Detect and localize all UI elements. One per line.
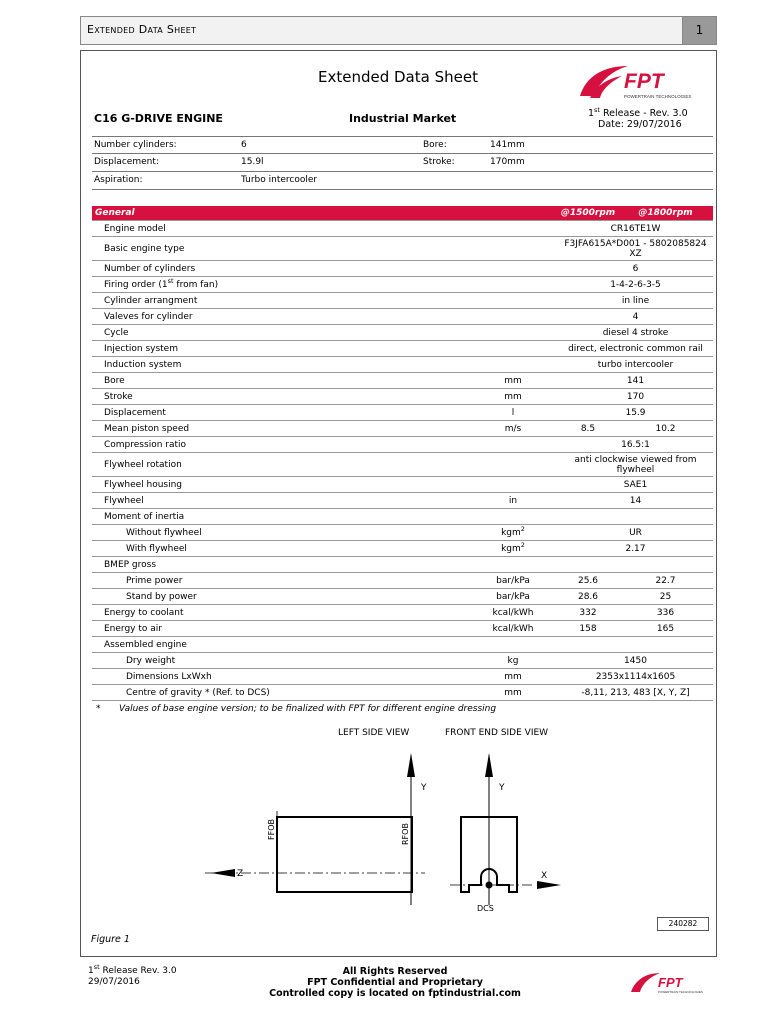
table-row bbox=[92, 477, 713, 493]
row-label-text: Energy to coolant bbox=[104, 607, 184, 618]
row-unit-text: mm bbox=[504, 671, 522, 682]
spec-table bbox=[92, 206, 713, 701]
table-row bbox=[92, 669, 713, 685]
row-value: 6 bbox=[558, 261, 713, 277]
release-date: Date: 29/07/2016 bbox=[598, 119, 682, 130]
row-label-text: Basic engine type bbox=[104, 243, 185, 254]
row-value-1500: 25.6 bbox=[558, 573, 618, 589]
row-value-1800: 22.7 bbox=[618, 573, 713, 589]
row-value-1500: 332 bbox=[558, 605, 618, 621]
row-label bbox=[92, 389, 468, 405]
table-row bbox=[92, 221, 713, 237]
z-arrow bbox=[211, 869, 235, 877]
page-number: 1 bbox=[682, 17, 716, 44]
table-row bbox=[92, 357, 713, 373]
engine-name: C16 G-DRIVE ENGINE bbox=[94, 112, 223, 125]
row-unit bbox=[468, 405, 558, 421]
table-row bbox=[92, 325, 713, 341]
row-value: SAE1 bbox=[558, 477, 713, 493]
row-value: 170 bbox=[558, 389, 713, 405]
row-label-sup: st bbox=[167, 276, 174, 285]
row-value: 4 bbox=[558, 309, 713, 325]
table-row bbox=[92, 437, 713, 453]
row-unit-text: in bbox=[508, 495, 518, 506]
row-label bbox=[92, 325, 468, 341]
row-label-text: Number of cylinders bbox=[104, 263, 196, 274]
front-y-label: Y bbox=[499, 783, 505, 793]
row-label-text: Engine model bbox=[104, 223, 166, 234]
row-label bbox=[92, 653, 468, 669]
release-number: 1 bbox=[588, 108, 595, 119]
row-label bbox=[92, 293, 468, 309]
row-label bbox=[92, 605, 468, 621]
table-row bbox=[92, 685, 713, 701]
row-value: turbo intercooler bbox=[558, 357, 713, 373]
z-label: Z bbox=[237, 869, 244, 879]
row-unit bbox=[468, 389, 558, 405]
ffob-label: FFOB bbox=[267, 819, 276, 840]
front-y-arrow bbox=[485, 753, 493, 777]
row-value-1500: 158 bbox=[558, 621, 618, 637]
document-header-bar bbox=[80, 16, 717, 45]
x-arrow bbox=[537, 881, 561, 889]
row-value: anti clockwise viewed from flywheel bbox=[558, 453, 713, 477]
row-value-1500: 28.6 bbox=[558, 589, 618, 605]
row-label bbox=[92, 621, 468, 637]
row-value: 16.5:1 bbox=[558, 437, 713, 453]
row-unit bbox=[468, 685, 558, 701]
table-row bbox=[92, 653, 713, 669]
divider bbox=[92, 171, 713, 172]
y-arrow bbox=[407, 753, 415, 777]
row-label bbox=[92, 309, 468, 325]
general-header: General bbox=[92, 206, 468, 221]
table-row bbox=[92, 525, 713, 541]
table-row bbox=[92, 293, 713, 309]
row-unit bbox=[468, 373, 558, 389]
row-label-text: With flywheel bbox=[126, 543, 187, 554]
row-unit bbox=[468, 509, 558, 525]
row-unit bbox=[468, 605, 558, 621]
summary-stroke-label: Stroke: bbox=[423, 157, 455, 167]
row-label bbox=[92, 405, 468, 421]
row-label-text: Induction system bbox=[104, 359, 182, 370]
table-row bbox=[92, 405, 713, 421]
table-row bbox=[92, 309, 713, 325]
row-label-text: Assembled engine bbox=[104, 639, 187, 650]
row-label bbox=[92, 357, 468, 373]
row-label bbox=[92, 573, 468, 589]
row-value-1800: 165 bbox=[618, 621, 713, 637]
row-value-1800: 10.2 bbox=[618, 421, 713, 437]
row-unit bbox=[468, 621, 558, 637]
y-label: Y bbox=[421, 783, 427, 793]
row-label bbox=[92, 493, 468, 509]
row-value: F3JFA615A*D001 - 5802085824 XZ bbox=[558, 237, 713, 261]
row-label-text: Stand by power bbox=[126, 591, 197, 602]
row-value bbox=[558, 509, 713, 525]
row-value-1500: 8.5 bbox=[558, 421, 618, 437]
footer-release-text: Release Rev. 3.0 bbox=[99, 966, 177, 976]
row-unit bbox=[468, 637, 558, 653]
row-value: 1-4-2-6-3-5 bbox=[558, 277, 713, 293]
row-label-text: Stroke bbox=[104, 391, 133, 402]
release-text: Release - Rev. 3.0 bbox=[599, 108, 688, 119]
row-value bbox=[558, 637, 713, 653]
row-value: 14 bbox=[558, 493, 713, 509]
row-label-text: Injection system bbox=[104, 343, 178, 354]
row-unit bbox=[468, 325, 558, 341]
row-label-text: Cycle bbox=[104, 327, 129, 338]
row-label bbox=[92, 637, 468, 653]
release-sup: st bbox=[594, 105, 600, 114]
row-value: 1450 bbox=[558, 653, 713, 669]
summary-stroke-value: 170mm bbox=[490, 157, 525, 167]
front-end-view-label: FRONT END SIDE VIEW bbox=[445, 728, 549, 738]
footer-controlled-copy: Controlled copy is located on fptindustrial.com bbox=[269, 988, 521, 999]
row-unit-text: m/s bbox=[504, 423, 522, 434]
rfob-label: RFOB bbox=[401, 823, 410, 845]
table-row bbox=[92, 605, 713, 621]
table-row bbox=[92, 453, 713, 477]
row-unit bbox=[468, 437, 558, 453]
row-value-1800: 25 bbox=[618, 589, 713, 605]
summary-cylinders-label: Number cylinders: bbox=[94, 140, 177, 150]
row-label-text: Compression ratio bbox=[104, 439, 187, 450]
summary-displacement-label: Displacement: bbox=[94, 157, 159, 167]
row-label bbox=[92, 341, 468, 357]
row-unit-text: mm bbox=[504, 687, 522, 698]
row-value: 141 bbox=[558, 373, 713, 389]
row-unit bbox=[468, 573, 558, 589]
row-label bbox=[92, 589, 468, 605]
footer-rights: All Rights Reserved bbox=[342, 966, 448, 977]
row-unit bbox=[468, 261, 558, 277]
row-label-text: Moment of inertia bbox=[104, 511, 185, 522]
divider bbox=[92, 153, 713, 154]
summary-bore-value: 141mm bbox=[490, 140, 525, 150]
dcs-label: DCS bbox=[477, 904, 494, 913]
row-unit bbox=[468, 237, 558, 261]
table-row bbox=[92, 589, 713, 605]
row-value: CR16TE1W bbox=[558, 221, 713, 237]
row-value: UR bbox=[558, 525, 713, 541]
row-label-text: Firing order (1 bbox=[104, 279, 168, 290]
logo-subtitle: POWERTRAIN TECHNOLOGIES bbox=[624, 94, 692, 99]
release-info bbox=[588, 105, 688, 130]
footer-confidential: FPT Confidential and Proprietary bbox=[307, 977, 483, 988]
row-value: diesel 4 stroke bbox=[558, 325, 713, 341]
row-label bbox=[92, 541, 468, 557]
table-row bbox=[92, 421, 713, 437]
table-header-row bbox=[92, 206, 713, 221]
summary-aspiration-value: Turbo intercooler bbox=[241, 175, 318, 185]
row-unit-text: mm bbox=[504, 375, 522, 386]
row-label-text: Mean piston speed bbox=[104, 423, 190, 434]
table-row bbox=[92, 373, 713, 389]
row-label-text: Cylinder arrangment bbox=[104, 295, 198, 306]
row-label bbox=[92, 669, 468, 685]
row-unit-sup: 2 bbox=[520, 540, 525, 549]
row-label bbox=[92, 421, 468, 437]
table-row bbox=[92, 237, 713, 261]
row-unit-text: kcal/kWh bbox=[492, 607, 534, 618]
fpt-logo bbox=[578, 58, 692, 102]
figure-caption: Figure 1 bbox=[91, 934, 130, 945]
drawing-code: 240282 bbox=[657, 917, 709, 931]
divider bbox=[92, 136, 713, 137]
footer-release-number: 1 bbox=[88, 966, 94, 976]
row-unit bbox=[468, 421, 558, 437]
rpm-1500-header: @1500rpm bbox=[558, 206, 618, 221]
table-row bbox=[92, 621, 713, 637]
row-label bbox=[92, 437, 468, 453]
left-view-drawing bbox=[205, 755, 425, 905]
table-row bbox=[92, 277, 713, 293]
row-label bbox=[92, 477, 468, 493]
footer-date: 29/07/2016 bbox=[88, 977, 140, 987]
row-label-text: Bore bbox=[104, 375, 125, 386]
logo-swoosh bbox=[580, 66, 628, 96]
row-label bbox=[92, 261, 468, 277]
row-unit-sup: 2 bbox=[520, 524, 525, 533]
row-unit bbox=[468, 541, 558, 557]
row-label bbox=[92, 373, 468, 389]
table-row bbox=[92, 541, 713, 557]
row-label-end: from fan) bbox=[173, 279, 219, 290]
row-value: 2353x1114x1605 bbox=[558, 669, 713, 685]
footnote-star: * bbox=[96, 704, 101, 714]
table-row bbox=[92, 637, 713, 653]
dcs-point bbox=[486, 882, 492, 888]
row-value: 2.17 bbox=[558, 541, 713, 557]
left-view-block bbox=[277, 817, 412, 892]
row-label-text: BMEP gross bbox=[104, 559, 157, 570]
footer-logo-text: FPT bbox=[658, 975, 683, 990]
row-label-text: Dimensions LxWxh bbox=[126, 671, 212, 682]
sheet-title: Extended Data Sheet bbox=[318, 68, 478, 86]
table-row bbox=[92, 389, 713, 405]
row-unit bbox=[468, 557, 558, 573]
footer-legal bbox=[260, 966, 530, 999]
row-unit bbox=[468, 309, 558, 325]
row-label bbox=[92, 509, 468, 525]
row-label-text: Centre of gravity * (Ref. to DCS) bbox=[126, 687, 270, 698]
left-side-view-label: LEFT SIDE VIEW bbox=[338, 728, 410, 738]
row-value: -8,11, 213, 483 [X, Y, Z] bbox=[558, 685, 713, 701]
engine-diagram bbox=[205, 745, 585, 920]
footnote-text: Values of base engine version; to be finalized with FPT for different engine dressing bbox=[119, 704, 497, 714]
row-label-text: Prime power bbox=[126, 575, 183, 586]
row-label-text: Without flywheel bbox=[126, 527, 202, 538]
market-name: Industrial Market bbox=[349, 112, 457, 125]
table-row bbox=[92, 261, 713, 277]
row-unit bbox=[468, 525, 558, 541]
row-unit bbox=[468, 669, 558, 685]
summary-cylinders-value: 6 bbox=[241, 140, 247, 150]
footer-logo-swoosh bbox=[631, 973, 660, 992]
summary-displacement-value: 15.9l bbox=[241, 157, 264, 167]
row-unit bbox=[468, 357, 558, 373]
row-value bbox=[558, 557, 713, 573]
row-unit-text: bar/kPa bbox=[496, 591, 530, 602]
row-unit-text: mm bbox=[504, 391, 522, 402]
row-unit bbox=[468, 453, 558, 477]
rpm-1800-header: @1800rpm bbox=[618, 206, 713, 221]
row-value: 15.9 bbox=[558, 405, 713, 421]
row-unit bbox=[468, 221, 558, 237]
row-label-text: Flywheel bbox=[104, 495, 144, 506]
logo-text: FPT bbox=[624, 70, 664, 93]
front-view-drawing bbox=[450, 755, 535, 905]
row-unit bbox=[468, 477, 558, 493]
row-unit bbox=[468, 493, 558, 509]
row-label-text: Displacement bbox=[104, 407, 166, 418]
row-unit-text: bar/kPa bbox=[496, 575, 530, 586]
row-unit bbox=[468, 277, 558, 293]
table-row bbox=[92, 341, 713, 357]
row-unit bbox=[468, 293, 558, 309]
header-title: Extended Data Sheet bbox=[87, 23, 197, 36]
summary-bore-label: Bore: bbox=[423, 140, 447, 150]
row-label-text: Valeves for cylinder bbox=[104, 311, 193, 322]
row-label bbox=[92, 525, 468, 541]
row-unit-text: kg bbox=[507, 655, 519, 666]
table-row bbox=[92, 493, 713, 509]
table-row bbox=[92, 509, 713, 525]
row-value: direct, electronic common rail bbox=[558, 341, 713, 357]
row-unit bbox=[468, 589, 558, 605]
fpt-logo-footer bbox=[630, 968, 703, 996]
row-label bbox=[92, 277, 468, 293]
row-value: in line bbox=[558, 293, 713, 309]
row-unit-text: l bbox=[511, 407, 515, 418]
divider bbox=[92, 189, 713, 190]
summary-aspiration-label: Aspiration: bbox=[94, 175, 143, 185]
row-label-text: Flywheel rotation bbox=[104, 459, 182, 470]
footer-release bbox=[88, 963, 177, 988]
row-label bbox=[92, 237, 468, 261]
row-label bbox=[92, 685, 468, 701]
row-unit bbox=[468, 341, 558, 357]
row-unit bbox=[468, 653, 558, 669]
table-row bbox=[92, 573, 713, 589]
footer-logo-subtitle: POWERTRAIN TECHNOLOGIES bbox=[658, 990, 703, 994]
row-label-text: Dry weight bbox=[126, 655, 176, 666]
row-label bbox=[92, 453, 468, 477]
row-unit-text: kgm bbox=[501, 543, 521, 554]
table-row bbox=[92, 557, 713, 573]
footer-release-sup: st bbox=[93, 963, 100, 971]
x-label: X bbox=[541, 871, 548, 881]
row-label bbox=[92, 557, 468, 573]
row-label bbox=[92, 221, 468, 237]
row-unit-text: kgm bbox=[501, 527, 521, 538]
row-label-text: Flywheel housing bbox=[104, 479, 183, 490]
row-label-text: Energy to air bbox=[104, 623, 162, 634]
row-value-1800: 336 bbox=[618, 605, 713, 621]
row-unit-text: kcal/kWh bbox=[492, 623, 534, 634]
